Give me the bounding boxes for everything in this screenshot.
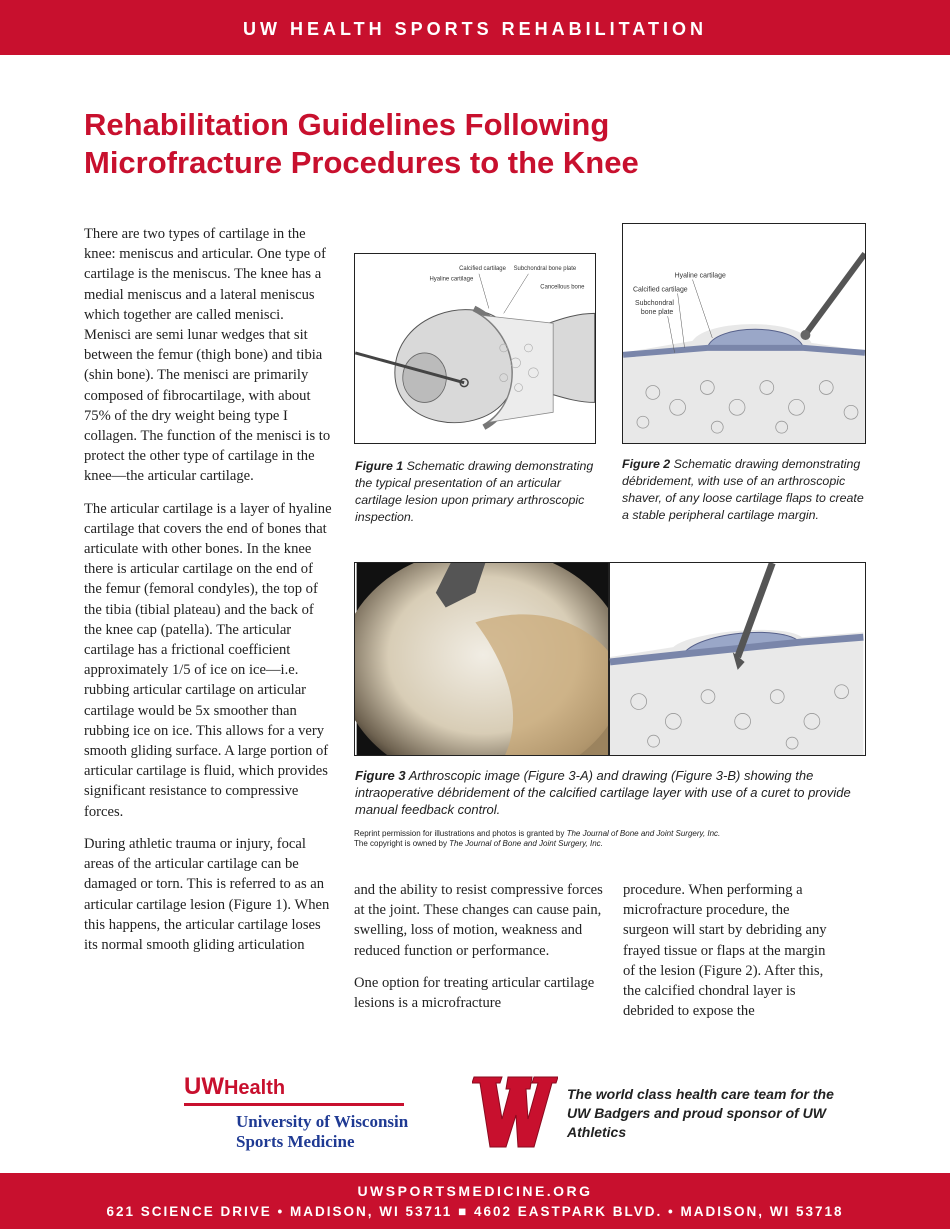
uw-health-wordmark (184, 1073, 285, 1101)
figure-3-image (354, 562, 866, 756)
figure-3-drawing (355, 563, 865, 755)
paragraph-2: The articular cartilage is a layer of hyaline cartilage that covers the end of bones that articulate with other bones. In the knee there is articular cartilage on the end of the femur (femoral condyles), the top of the tibia (tibial plateau) and the back of the knee cap (patella). The articular cartilage has a frictional coefficient approximately 1/5 of ice on ice—i.e. rubbing articular cartilage on articular cartilage would be 5x smoother than rubbing ice on ice. This allows for a very smooth gliding surface. A large portion of articular cartilage is fluid, which provides significant resistance to compressive forces. (84, 500, 332, 820)
figure-1-image (354, 253, 596, 444)
fig2-label-bone-plate: bone plate (640, 309, 674, 317)
fig1-label-subchondral: Subchondral bone plate (513, 265, 577, 272)
title-line-2: Microfracture Procedures to the Knee (84, 145, 639, 180)
fig2-label-hyaline: Hyaline cartilage (674, 272, 726, 280)
figure-1-caption (355, 458, 595, 526)
banner-text: UW HEALTH SPORTS REHABILITATION (243, 19, 707, 39)
body-column-2 (354, 880, 604, 1025)
fig1-label-calcified: Calcified cartilage (459, 265, 506, 272)
figure-2-drawing (623, 224, 865, 443)
footer-url[interactable]: UWSPORTSMEDICINE.ORG (357, 1183, 593, 1199)
header-banner (0, 0, 950, 55)
fig1-label-hyaline: Hyaline cartilage (429, 276, 474, 283)
figure-1-drawing (355, 254, 595, 443)
title-line-1: Rehabilitation Guidelines Following (84, 107, 610, 142)
logo-university-line: University of Wisconsin (236, 1112, 409, 1131)
paragraph-5: One option for treating articular cartilage lesions is a microfracture (354, 974, 595, 1012)
page-title (84, 106, 844, 182)
footer-banner (0, 1173, 950, 1229)
tagline: The world class health care team for the UW Badgers and proud sponsor of UW Athletics (567, 1086, 834, 1140)
figure-2-label: Figure 2 (622, 457, 671, 471)
paragraph-6: procedure. When performing a microfracture procedure, the surgeon will start by debriding any frayed tissue or flaps at the margin of the lesion (Figure 2). After this, the calcified chondral layer is debrided to expose the (623, 882, 827, 1020)
reprint-line-2-prefix: The copyright is owned by (354, 839, 450, 848)
logo-uw-letters: UW (184, 1073, 224, 1100)
figure-3-caption-text: Arthroscopic image (Figure 3-A) and drawing (Figure 3-B) showing the intraoperative débridement of the calcified cartilage layer with use of a curet to provide manual feedback control. (355, 768, 851, 817)
paragraph-1: There are two types of cartilage in the knee: meniscus and articular. One type of cartilage is the meniscus. The knee has a medial meniscus and a lateral meniscus which together are called menisci. Menisci are semi lunar wedges that sit between the femur (thigh bone) and tibia (shin bone). The menisci are primarily composed of fibrocartilage, with about 75% of the dry weight being type I collagen. The function of the menisci is to protect the other type of cartilage in the knee—the articular cartilage. (84, 226, 331, 485)
logo-rule (184, 1103, 404, 1106)
figure-1-label: Figure 1 (355, 459, 404, 473)
paragraph-3: During athletic trauma or injury, focal areas of the articular cartilage can be damaged or torn. This is referred to as an articular cartilage lesion (Figure 1). When this happens, the articular cartilage loses its normal smooth gliding articulation (84, 835, 330, 953)
figure-3-label: Figure 3 (355, 768, 406, 783)
figure-3-caption (355, 767, 855, 818)
figure-2-image (622, 223, 866, 444)
uw-health-logo (184, 1073, 414, 1153)
body-column-1 (84, 224, 334, 967)
fig2-label-subchondral: Subchondral (634, 300, 674, 308)
logo-sports-medicine-line: Sports Medicine (236, 1132, 355, 1151)
motion-w-logo (472, 1075, 558, 1149)
body-column-3 (623, 880, 838, 1033)
reprint-line-1-journal: The Journal of Bone and Joint Surgery, Inc. (566, 829, 721, 838)
paragraph-4: and the ability to resist compressive forces at the joint. These changes can cause pain, swelling, loss of motion, weakness and reduced function or performance. (354, 882, 603, 959)
fig2-label-calcified: Calcified cartilage (633, 286, 688, 294)
reprint-notice (354, 829, 854, 849)
reprint-line-1-prefix: Reprint permission for illustrations and photos is granted by (354, 829, 567, 838)
motion-w-icon (472, 1075, 558, 1149)
footer-address: 621 SCIENCE DRIVE • MADISON, WI 53711 ■ 4602 EASTPARK BLVD. • MADISON, WI 53718 (106, 1204, 844, 1219)
reprint-line-2-journal: The Journal of Bone and Joint Surgery, Inc. (449, 839, 603, 848)
logo-health-word: Health (223, 1077, 286, 1099)
figure-2-caption-text: Schematic drawing demonstrating débridement, with use of an arthroscopic shaver, of any loose cartilage flaps to create a stable peripheral cartilage margin. (622, 457, 864, 522)
figure-2-caption (622, 456, 872, 524)
fig1-label-cancellous: Cancellous bone (540, 284, 585, 291)
figure-1-caption-text: Schematic drawing demonstrating the typical presentation of an articular cartilage lesion upon primary arthroscopic inspection. (355, 459, 594, 524)
